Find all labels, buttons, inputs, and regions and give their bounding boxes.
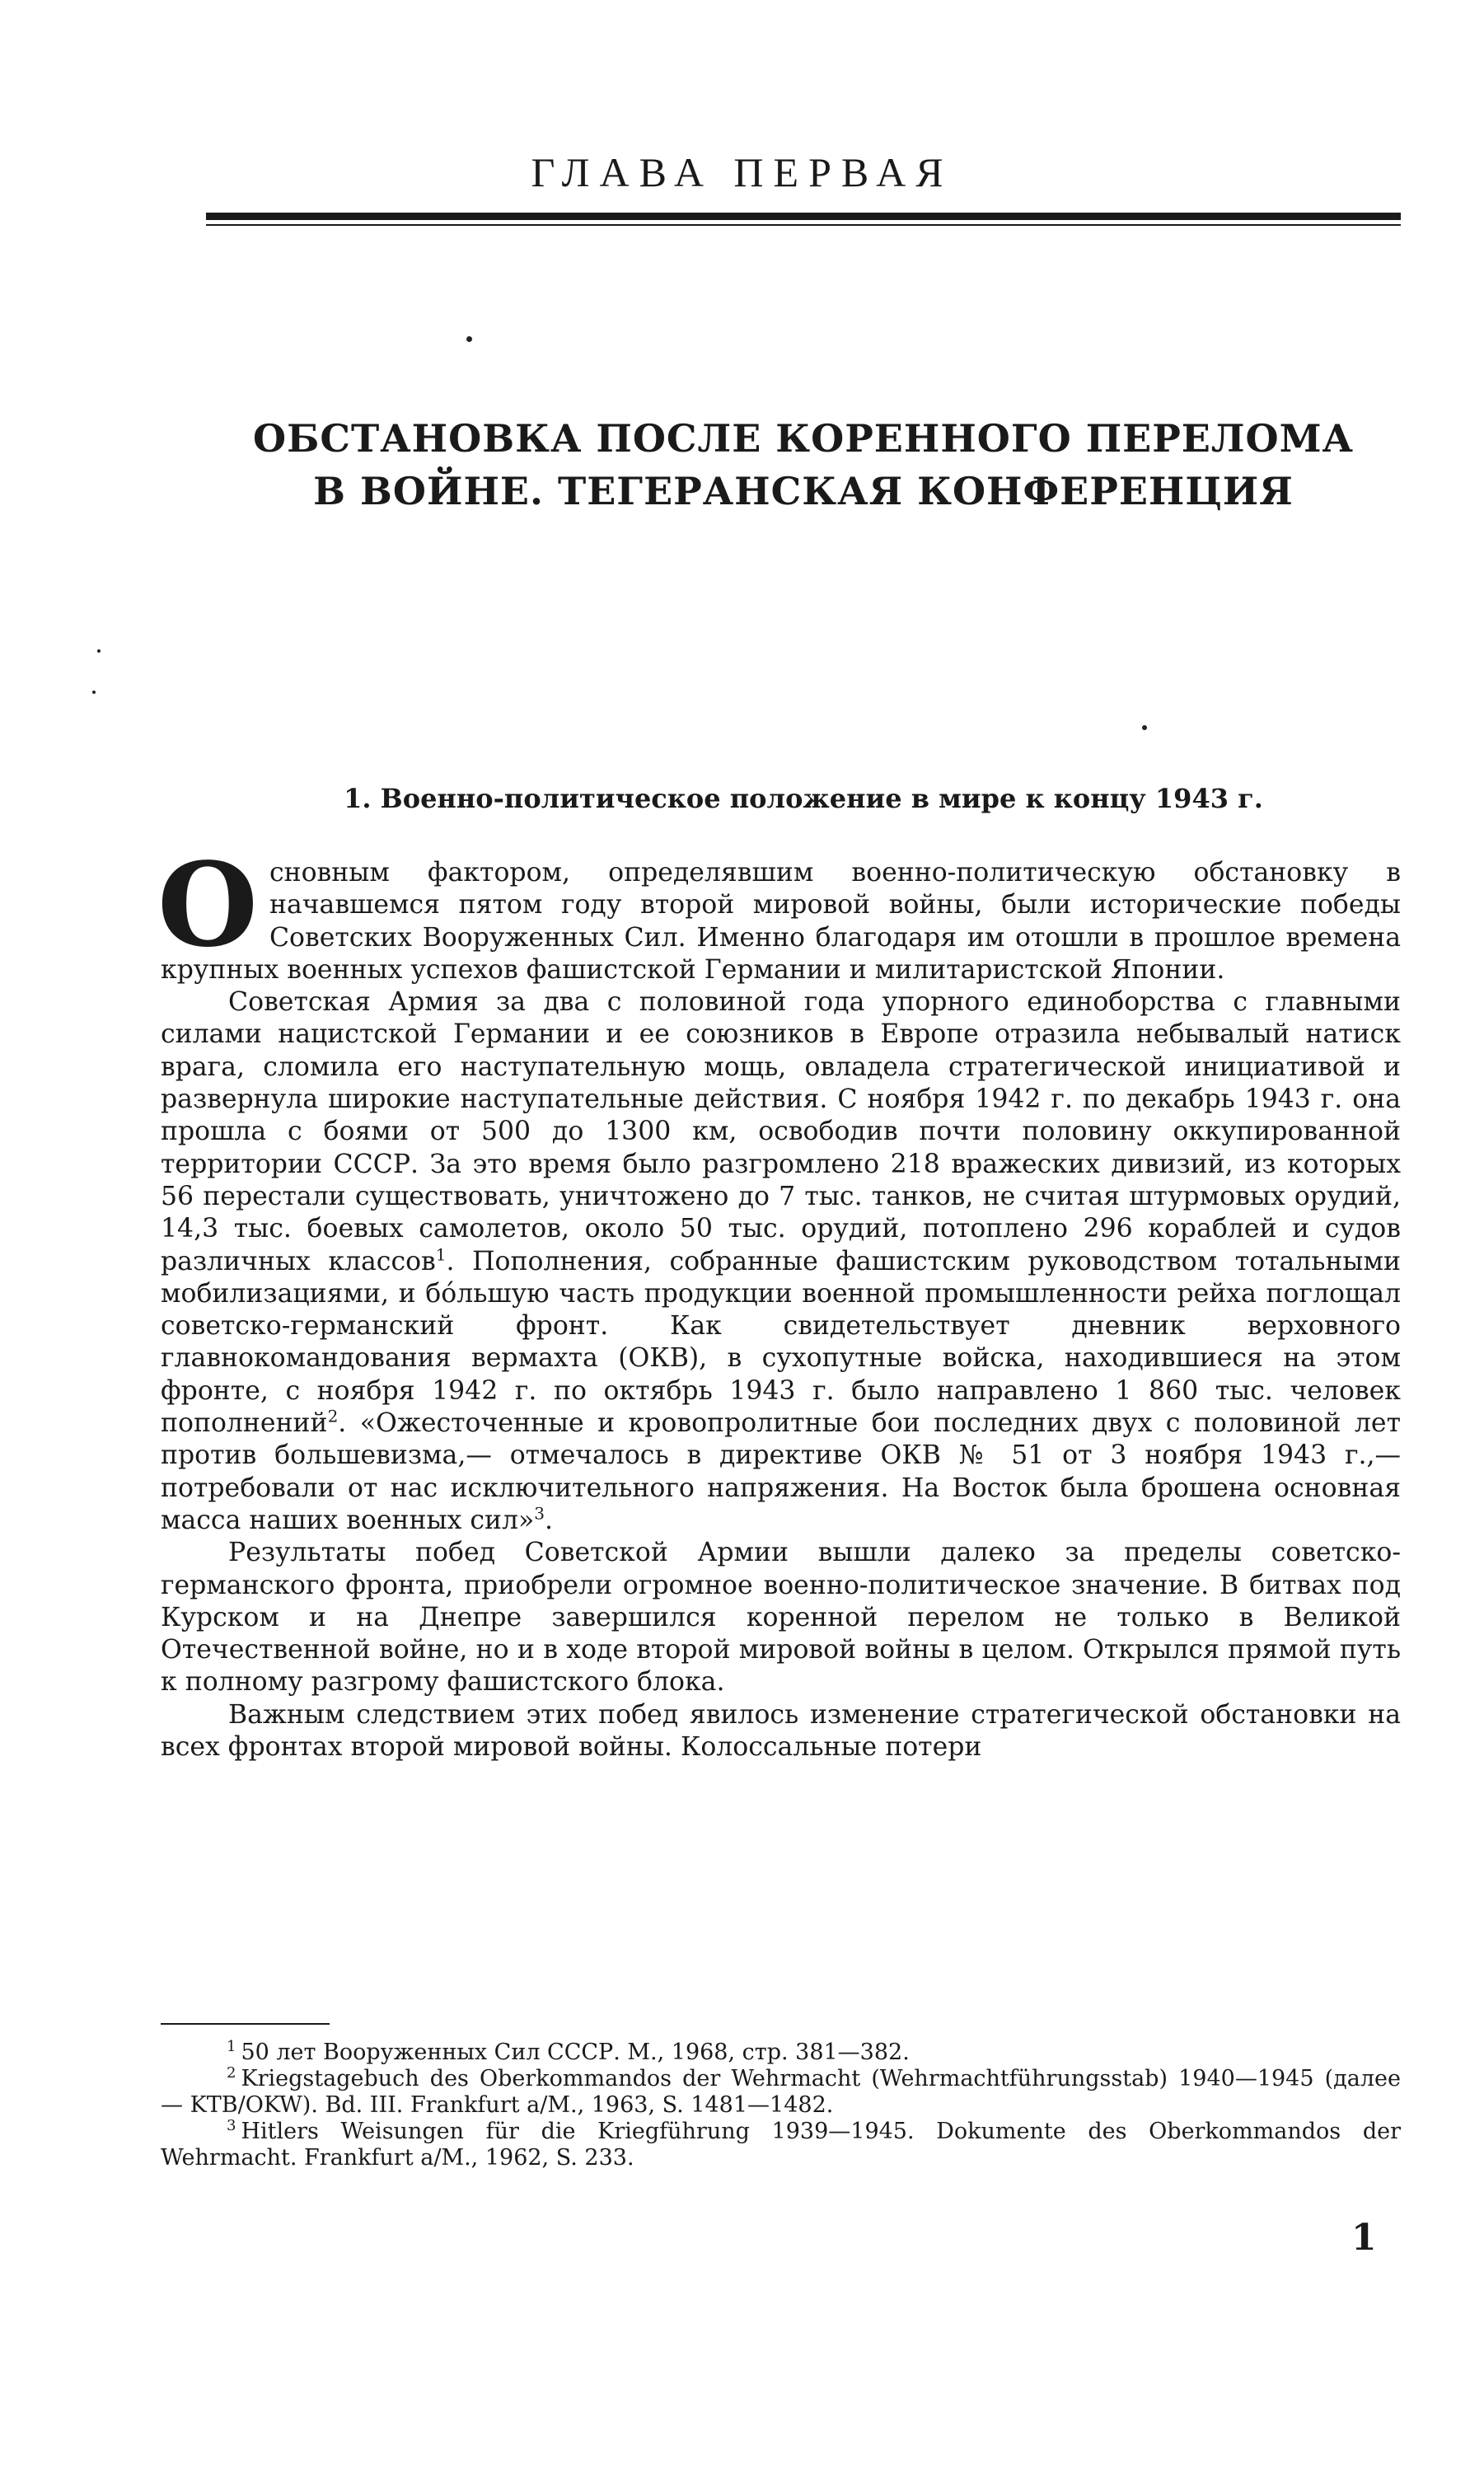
body-text [157, 838, 1402, 1763]
print-speck [466, 336, 472, 342]
footnote-number: 2 [227, 2064, 236, 2082]
chapter-rule [206, 213, 1401, 220]
print-speck [1142, 725, 1147, 730]
paragraph-2-text-a: Советская Армия за два с половиной года упорного единоборства с главными силами нацистской Германии и ее союзников в Европе отразила небывалый натиск врага, сломила его наступательную мощь, овладела стратегической инициативой и развернула широкие наступательные действия. С ноября 1942 г. по декабрь 1943 г. она прошла с боями от 500 до 1300 км, освободив почти половину оккупированной территории СССР. За это время было разгромлено 218 вражеских дивизий, из которых 56 перестали существовать, уничтожено до 7 тыс. танков, не считая штурмовых орудий, 14,3 тыс. боевых самолетов, около 50 тыс. орудий, потоплено 296 кораблей и судов различных классов [161, 987, 1401, 1276]
drop-cap: О [157, 838, 258, 973]
footnote [161, 2119, 1401, 2171]
print-speck [92, 691, 96, 694]
footnote [161, 2040, 1401, 2066]
footnote [161, 2066, 1401, 2119]
paragraph-2-text-b: . Пополнения, собранные фашистским руководством тотальными мобилизациями, и бóльшую часть продукции военной промышленности рейха поглощал советско-германский фронт. Как свидетельствует дневник верховного главнокомандования вермахта (ОКВ), в сухопутные войска, находившиеся на этом фронте, с ноября 1942 г. по октябрь 1943 г. было направлено 1 860 тыс. человек пополнений [161, 1246, 1402, 1439]
paragraph-1-text: сновным фактором, определявшим военно-политическую обстановку в начавшемся пятом году второй мировой войны, были исторические победы Советских Вооруженных Сил. Именно благодаря им отошли в прошлое времена крупных военных успехов фашистской Германии и милитаристской Японии. [161, 858, 1401, 985]
paragraph-3: Результаты побед Советской Армии вышли далеко за пределы советско-германского фронта, приобрели огромное военно-политическое значение. В битвах под Курском и на Днепре завершился коренной перелом не только в Великой Отечественной войне, но и в ходе второй мировой войны в целом. Открылся прямой путь к полному разгрому фашистского блока. [161, 1538, 1401, 1698]
footnote-rule [161, 2023, 330, 2025]
chapter-title-line-1: ОБСТАНОВКА ПОСЛЕ КОРЕННОГО ПЕРЕЛОМА [253, 416, 1354, 461]
chapter-label: ГЛАВА ПЕРВАЯ [531, 149, 953, 195]
paragraph-2-text-d: . [545, 1505, 554, 1535]
section-title: 1. Военно-политическое положение в мире к концу 1943 г. [344, 783, 1263, 814]
paragraph-4: Важным следствием этих побед явилось изменение стратегической обстановки на всех фронтах второй мировой войны. Колоссальные потери [161, 1699, 1401, 1763]
footnote-text: Hitlers Weisungen für die Kriegführung 1939—1945. Dokumente des Oberkommandos der Wehrmacht. Frankfurt a/M., 1962, S. 233. [161, 2119, 1401, 2171]
footnotes [161, 2040, 1401, 2171]
paragraph-1 [157, 838, 1401, 986]
footnote-number: 1 [227, 2038, 236, 2055]
chapter-rule-thin [206, 224, 1401, 226]
chapter-title [206, 412, 1401, 518]
page-number: 1 [1351, 2217, 1377, 2259]
paragraph-2-text-c: . «Ожесточенные и кровопролитные бои последних двух с половиной лет против большевизма,— отмечалось в директиве ОКВ № 51 от 3 ноября 1943 г.,— потребовали от нас исключительного напряжения. На Восток была брошена основная масса наших военных сил» [161, 1408, 1401, 1535]
footnote-text: 50 лет Вооруженных Сил СССР. М., 1968, стр. 381—382. [241, 2040, 910, 2065]
paragraph-2 [161, 986, 1401, 1537]
footnote-ref-1: 1 [435, 1244, 447, 1265]
footnote-ref-3: 3 [534, 1503, 545, 1524]
footnote-number: 3 [227, 2117, 236, 2134]
footnote-ref-2: 2 [327, 1406, 339, 1426]
footnote-text: Kriegstagebuch des Oberkommandos der Wehrmacht (Wehrmachtführungsstab) 1940—1945 (далее — KTB/OKW). Bd. III. Frankfurt a/M., 1963, S. 1481—1482. [161, 2066, 1401, 2118]
chapter-title-line-2: В ВОЙНЕ. ТЕГЕРАНСКАЯ КОНФЕРЕНЦИЯ [313, 469, 1294, 513]
print-speck [97, 649, 101, 653]
